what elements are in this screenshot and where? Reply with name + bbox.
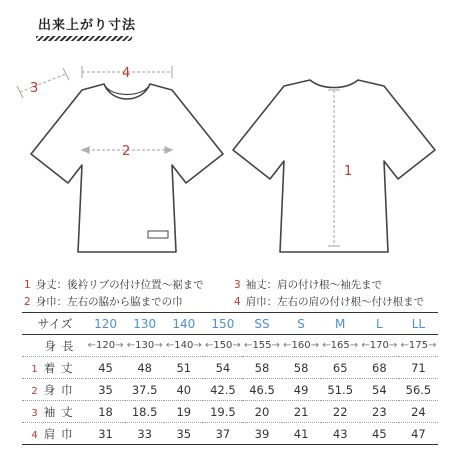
height-cell: ←120→: [87, 340, 124, 351]
legend-item-4: 4 肩巾：左右の肩の付け根～付け根まで: [234, 296, 425, 308]
measure-label-2: 2: [122, 144, 131, 159]
height-cell: ←150→: [204, 340, 241, 351]
measure-label-1: 1: [344, 164, 353, 179]
legend-item-3: 3 袖丈：肩の付け根～袖先まで: [234, 279, 383, 291]
tshirt-front: [31, 84, 223, 252]
measure-arrow-2a: [82, 147, 89, 153]
row-label: 袖丈: [43, 404, 79, 419]
height-cell: ←160→: [283, 340, 320, 351]
legend-item-2: 2 身巾：左右の脇から脇までの巾: [24, 296, 183, 308]
size-col: 150: [211, 316, 235, 331]
measure-tick-3b: [63, 68, 69, 80]
height-cell: ←175→: [400, 340, 437, 351]
table-row-height: [22, 335, 438, 357]
size-col: LL: [411, 316, 426, 331]
size-col: SS: [254, 316, 270, 331]
measure-label-3: 3: [30, 81, 39, 96]
height-cell: ←130→: [126, 340, 163, 351]
height-cell: ←170→: [361, 340, 398, 351]
measure-line-3: [20, 74, 66, 92]
size-chart-table: [22, 312, 438, 445]
height-cell: ←155→: [244, 340, 280, 351]
size-col: 140: [172, 316, 196, 331]
row-label: 肩巾: [43, 426, 79, 441]
height-cell: ←140→: [165, 340, 202, 351]
page-title: 出来上がり寸法: [38, 18, 137, 33]
table-header-row: [22, 313, 438, 335]
measure-label-4: 4: [122, 66, 131, 81]
row-label: 身長: [44, 338, 80, 353]
table-row: 1 着丈 45 48 51 54 58 58 65 68 71: [22, 357, 438, 379]
measure-arrow-2b: [165, 147, 172, 153]
size-col: L: [375, 316, 383, 331]
front-tag-label: [148, 231, 168, 238]
table-row: 2 身巾 35 37.5 40 42.5 46.5 49 51.5 54 56.5: [22, 379, 438, 401]
size-col: M: [335, 316, 346, 331]
row-label: 着丈: [43, 360, 79, 375]
size-col: 120: [94, 316, 117, 331]
row-label: 身巾: [43, 382, 79, 397]
size-col: S: [297, 316, 305, 331]
table-row: 3 袖丈 18 18.5 19 19.5 20 21 22 23 24: [22, 401, 438, 423]
size-header-label: サイズ: [37, 317, 73, 331]
measure-tick-3a: [17, 86, 23, 98]
size-col: 130: [133, 316, 157, 331]
table-row: 4 肩巾 31 33 35 37 39 41 43 45 47: [22, 423, 438, 445]
height-cell: ←165→: [322, 340, 359, 351]
legend-item-1: 1 身丈：後衿リブの付け位置～裾まで: [24, 279, 204, 291]
